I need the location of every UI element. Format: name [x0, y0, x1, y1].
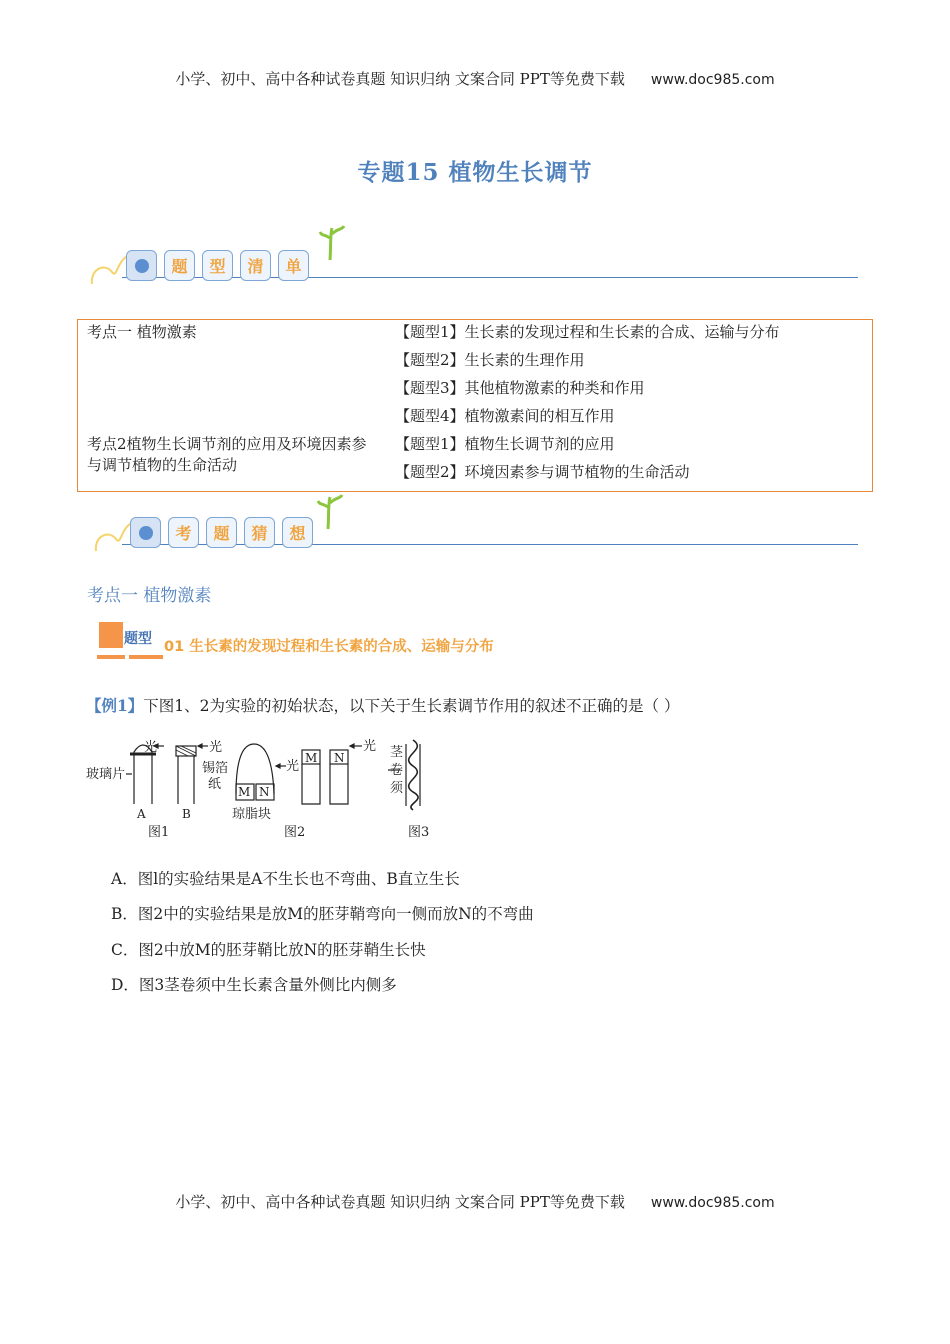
footer-url[interactable]: www.doc985.com	[650, 1195, 775, 1211]
sprout-icon	[316, 493, 346, 533]
banner-question-types	[88, 226, 858, 286]
glass-label: 玻璃片	[86, 767, 126, 782]
type-heading-bar	[129, 655, 163, 659]
label-n: N	[334, 751, 345, 765]
label-n: N	[259, 785, 270, 799]
toc-item[interactable]: 【题型1】生长素的发现过程和生长素的合成、运输与分布	[395, 323, 780, 341]
banner-tile: 清	[240, 250, 271, 281]
label-b: B	[182, 807, 191, 821]
example-question	[86, 694, 679, 716]
foil-label: 纸	[208, 777, 222, 792]
experiment-figure	[86, 734, 456, 844]
option-c[interactable]: C．图2中放M的胚芽鞘比放N的胚芽鞘生长快	[111, 941, 426, 959]
banner-number-tile	[126, 250, 157, 281]
tendril	[409, 740, 418, 810]
banner-tile: 型	[202, 250, 233, 281]
header-url[interactable]: www.doc985.com	[650, 72, 775, 88]
toc-item[interactable]: 【题型4】植物激素间的相互作用	[395, 407, 615, 425]
light-label: 光	[363, 739, 377, 754]
label-m: M	[305, 751, 318, 765]
light-label: 光	[286, 759, 300, 774]
header-text: 小学、初中、高中各种试卷真题 知识归纳 文案合同 PPT等免费下载	[175, 70, 625, 88]
agar-label: 琼脂块	[232, 807, 272, 822]
banner-tile: 猜	[244, 517, 275, 548]
type-heading-label: 题型	[124, 631, 152, 647]
tendril-label: 须	[390, 781, 404, 796]
type-heading-square	[99, 622, 123, 648]
type-heading	[97, 622, 597, 662]
toc-item[interactable]: 【题型3】其他植物激素的种类和作用	[395, 379, 645, 397]
section-heading: 考点一 植物激素	[87, 586, 212, 606]
toc-item[interactable]: 【题型1】植物生长调节剂的应用	[395, 435, 615, 453]
toc-item[interactable]: 【题型2】生长素的生理作用	[395, 351, 585, 369]
option-a[interactable]: A．图l的实验结果是A不生长也不弯曲、B直立生长	[111, 870, 460, 888]
light-label: 光	[209, 740, 223, 755]
toc-point-1: 考点一 植物激素	[87, 323, 197, 341]
option-b[interactable]: B．图2中的实验结果是放M的胚芽鞘弯向一侧而放N的不弯曲	[111, 905, 534, 923]
banner-tile: 题	[206, 517, 237, 548]
toc-item[interactable]: 【题型2】环境因素参与调节植物的生命活动	[395, 463, 690, 481]
page-footer	[0, 1191, 950, 1212]
label-a: A	[137, 807, 146, 821]
option-d[interactable]: D．图3茎卷须中生长素含量外侧比内侧多	[111, 976, 397, 994]
label-m: M	[238, 785, 251, 799]
page-header	[0, 68, 950, 89]
coleoptile-b	[178, 756, 194, 804]
type-heading-text: 01 生长素的发现过程和生长素的合成、运输与分布	[164, 639, 494, 655]
tendril-label: 卷	[390, 763, 404, 778]
type-heading-bar	[97, 655, 125, 659]
banner-number-tile	[130, 517, 161, 548]
banner-tile: 想	[282, 517, 313, 548]
example-text: 下图1、2为实验的初始状态，以下关于生长素调节作用的叙述不正确的是（ ）	[143, 697, 680, 715]
toc-box	[77, 319, 873, 492]
banner-tile: 题	[164, 250, 195, 281]
caption: 图2	[284, 825, 306, 840]
toc-point-2: 考点2植物生长调节剂的应用及环境因素参与调节植物的生命活动	[87, 435, 367, 474]
banner-tile: 单	[278, 250, 309, 281]
banner-tile: 考	[168, 517, 199, 548]
foil-label: 锡箔	[202, 761, 229, 776]
caption: 图3	[408, 825, 430, 840]
light-label: 光	[144, 740, 158, 755]
sprout-icon	[318, 224, 348, 264]
caption: 图1	[148, 825, 170, 840]
example-tag: 【例1】	[86, 696, 144, 715]
banner-exam-guess	[88, 493, 858, 553]
page-title: 专题15 植物生长调节	[357, 159, 593, 186]
tendril-label: 茎	[390, 745, 404, 760]
footer-text: 小学、初中、高中各种试卷真题 知识归纳 文案合同 PPT等免费下载	[175, 1193, 625, 1211]
